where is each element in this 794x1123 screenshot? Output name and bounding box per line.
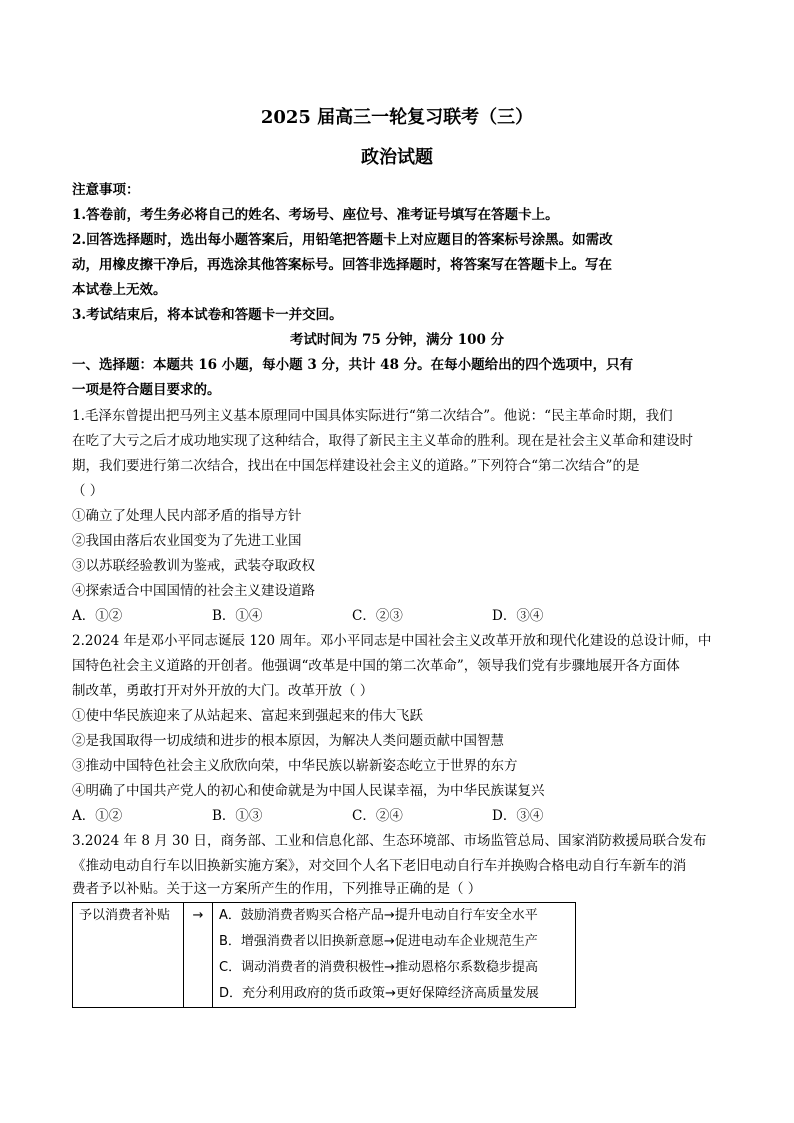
q1-statement-4: ④探索适合中国国情的社会主义建设道路 — [72, 583, 315, 599]
q3-table-options — [213, 903, 576, 1008]
q1-option-d[interactable]: D．③④ — [492, 608, 544, 624]
q1-stem-line-3: 期，我们要进行第二次结合，找出在中国怎样建设社会主义的道路。”下列符合“第二次结合”的是 — [72, 458, 640, 474]
notice-item-2-line-1: 2.回答选择题时，选出每小题答案后，用铅笔把答题卡上对应题目的答案标号涂黑。如需改 — [72, 232, 613, 248]
q2-statement-3: ③推动中国特色社会主义欣欣向荣，中华民族以崭新姿态屹立于世界的东方 — [72, 758, 518, 774]
q3-stem-line-1: 3.2024 年 8 月 30 日，商务部、工业和信息化部、生态环境部、市场监管总局、国家消防救援局联合发布 — [72, 833, 707, 849]
section-heading-line-2: 一项是符合题目要求的。 — [72, 382, 221, 398]
q3-table-arrow: → — [184, 903, 213, 1008]
q1-statement-2: ②我国由落后农业国变为了先进工业国 — [72, 533, 302, 549]
q1-stem-line-1: 1.毛泽东曾提出把马列主义基本原理同中国具体实际进行“第二次结合”。他说：“民主革命时期，我们 — [72, 408, 673, 424]
notice-item-1: 1.答卷前，考生务必将自己的姓名、考场号、座位号、准考证号填写在答题卡上。 — [72, 207, 559, 223]
q2-option-d[interactable]: D．③④ — [492, 808, 544, 824]
q1-option-c[interactable]: C．②③ — [352, 608, 403, 624]
q3-stem-line-3: 费者予以补贴。关于这一方案所产生的作用，下列推导正确的是（ ） — [72, 881, 482, 897]
q2-stem-line-1: 2.2024 年是邓小平同志诞辰 120 周年。邓小平同志是中国社会主义改革开放和现代化建设的总设计师，中 — [72, 633, 712, 649]
q1-option-a[interactable]: A．①② — [72, 608, 123, 624]
q3-option-c[interactable]: C．调动消费者的消费积极性→推动恩格尔系数稳步提高 — [219, 960, 538, 975]
q2-stem-line-2: 国特色社会主义道路的开创者。他强调“改革是中国的第二次革命”，领导我们党有步骤地展开各方面体 — [72, 658, 680, 674]
notice-item-3: 3.考试结束后，将本试卷和答题卡一并交回。 — [72, 307, 343, 323]
section-heading-line-1: 一、选择题：本题共 16 小题，每小题 3 分，共计 48 分。在每小题给出的四个选项中，只有 — [72, 357, 634, 373]
exam-time: 考试时间为 75 分钟，满分 100 分 — [289, 332, 505, 348]
q2-statement-4: ④明确了中国共产党人的初心和使命就是为中国人民谋幸福，为中华民族谋复兴 — [72, 783, 545, 799]
q2-option-b[interactable]: B．①③ — [212, 808, 263, 824]
q1-option-b[interactable]: B．①④ — [212, 608, 263, 624]
q3-option-a[interactable]: A．鼓励消费者购买合格产品→提升电动自行车安全水平 — [219, 908, 538, 923]
q2-statement-2: ②是我国取得一切成绩和进步的根本原因，为解决人类问题贡献中国智慧 — [72, 733, 504, 749]
notice-heading: 注意事项： — [72, 182, 140, 198]
q3-stem-line-2: 《推动电动自行车以旧换新实施方案》，对交回个人名下老旧电动自行车并换购合格电动自行车新车的消 — [72, 858, 687, 874]
q2-statement-1: ①使中华民族迎来了从站起来、富起来到强起来的伟大飞跃 — [72, 708, 423, 724]
q3-option-b[interactable]: B．增强消费者以旧换新意愿→促进电动车企业规范生产 — [219, 934, 538, 949]
q2-option-c[interactable]: C．②④ — [352, 808, 403, 824]
notice-item-2-line-2: 动，用橡皮擦干净后，再选涂其他答案标号。回答非选择题时，将答案写在答题卡上。写在 — [72, 257, 612, 273]
exam-title: 2025 届高三一轮复习联考（三） — [260, 107, 534, 128]
q1-options — [72, 604, 722, 629]
q1-statement-3: ③以苏联经验教训为鉴戒，武装夺取政权 — [72, 558, 315, 574]
q1-statement-1: ①确立了处理人民内部矛盾的指导方针 — [72, 508, 302, 524]
q1-stem-line-2: 在吃了大亏之后才成功地实现了这种结合，取得了新民主主义革命的胜利。现在是社会主义革命和建设时 — [72, 433, 693, 449]
q2-options — [72, 804, 722, 829]
q2-option-a[interactable]: A．①② — [72, 808, 123, 824]
exam-subject: 政治试题 — [361, 147, 433, 168]
q3-option-d[interactable]: D．充分利用政府的货币政策→更好保障经济高质量发展 — [219, 986, 539, 1001]
q2-stem-line-3: 制改革，勇敢打开对外开放的大门。改革开放（ ） — [72, 683, 374, 699]
notice-item-2-line-3: 本试卷上无效。 — [72, 282, 167, 298]
q1-answer-bracket: （ ） — [72, 483, 104, 499]
q3-options-table — [72, 902, 576, 1008]
q3-table-premise: 予以消费者补贴 — [73, 903, 184, 1008]
